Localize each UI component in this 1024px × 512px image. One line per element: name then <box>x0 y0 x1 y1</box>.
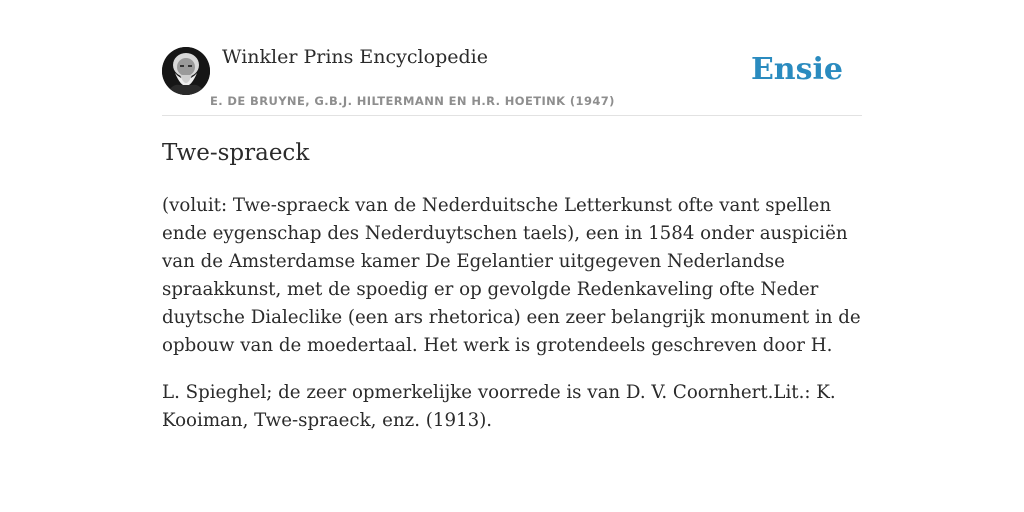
portrait-image <box>162 47 210 95</box>
author-avatar[interactable] <box>162 47 210 95</box>
article-paragraph: (voluit: Twe-spraeck van de Nederduitsche Letterkunst ofte vant spellen ende eygenschap des Nederduytschen taels), een in 1584 onder auspiciën van de Amsterdamse kamer De Egelantier uitgegeven Nederlandse spraakkunst, met de spoedig er op gevolgde Redenkaveling ofte Neder duytsche Dialeclike (een ars rhetorica) een zeer belangrijk monument in de opbouw van de moedertaal. Het werk is grotendeels geschreven door H. <box>162 195 861 356</box>
page <box>162 0 862 431</box>
authors-line: E. DE BRUYNE, G.B.J. HILTERMANN EN H.R. HOETINK (1947) <box>210 94 615 108</box>
ensie-logo-link[interactable]: Ensie <box>750 52 843 87</box>
article-paragraph: L. Spieghel; de zeer opmerkelijke voorrede is van D. V. Coornhert.Lit.: K. Kooiman, Twe-spraeck, enz. (1913). <box>162 382 836 431</box>
article-title: Twe-spraeck <box>162 140 310 166</box>
source-title[interactable]: Winkler Prins Encyclopedie <box>222 46 488 68</box>
article-body <box>162 192 862 454</box>
header <box>162 0 862 116</box>
